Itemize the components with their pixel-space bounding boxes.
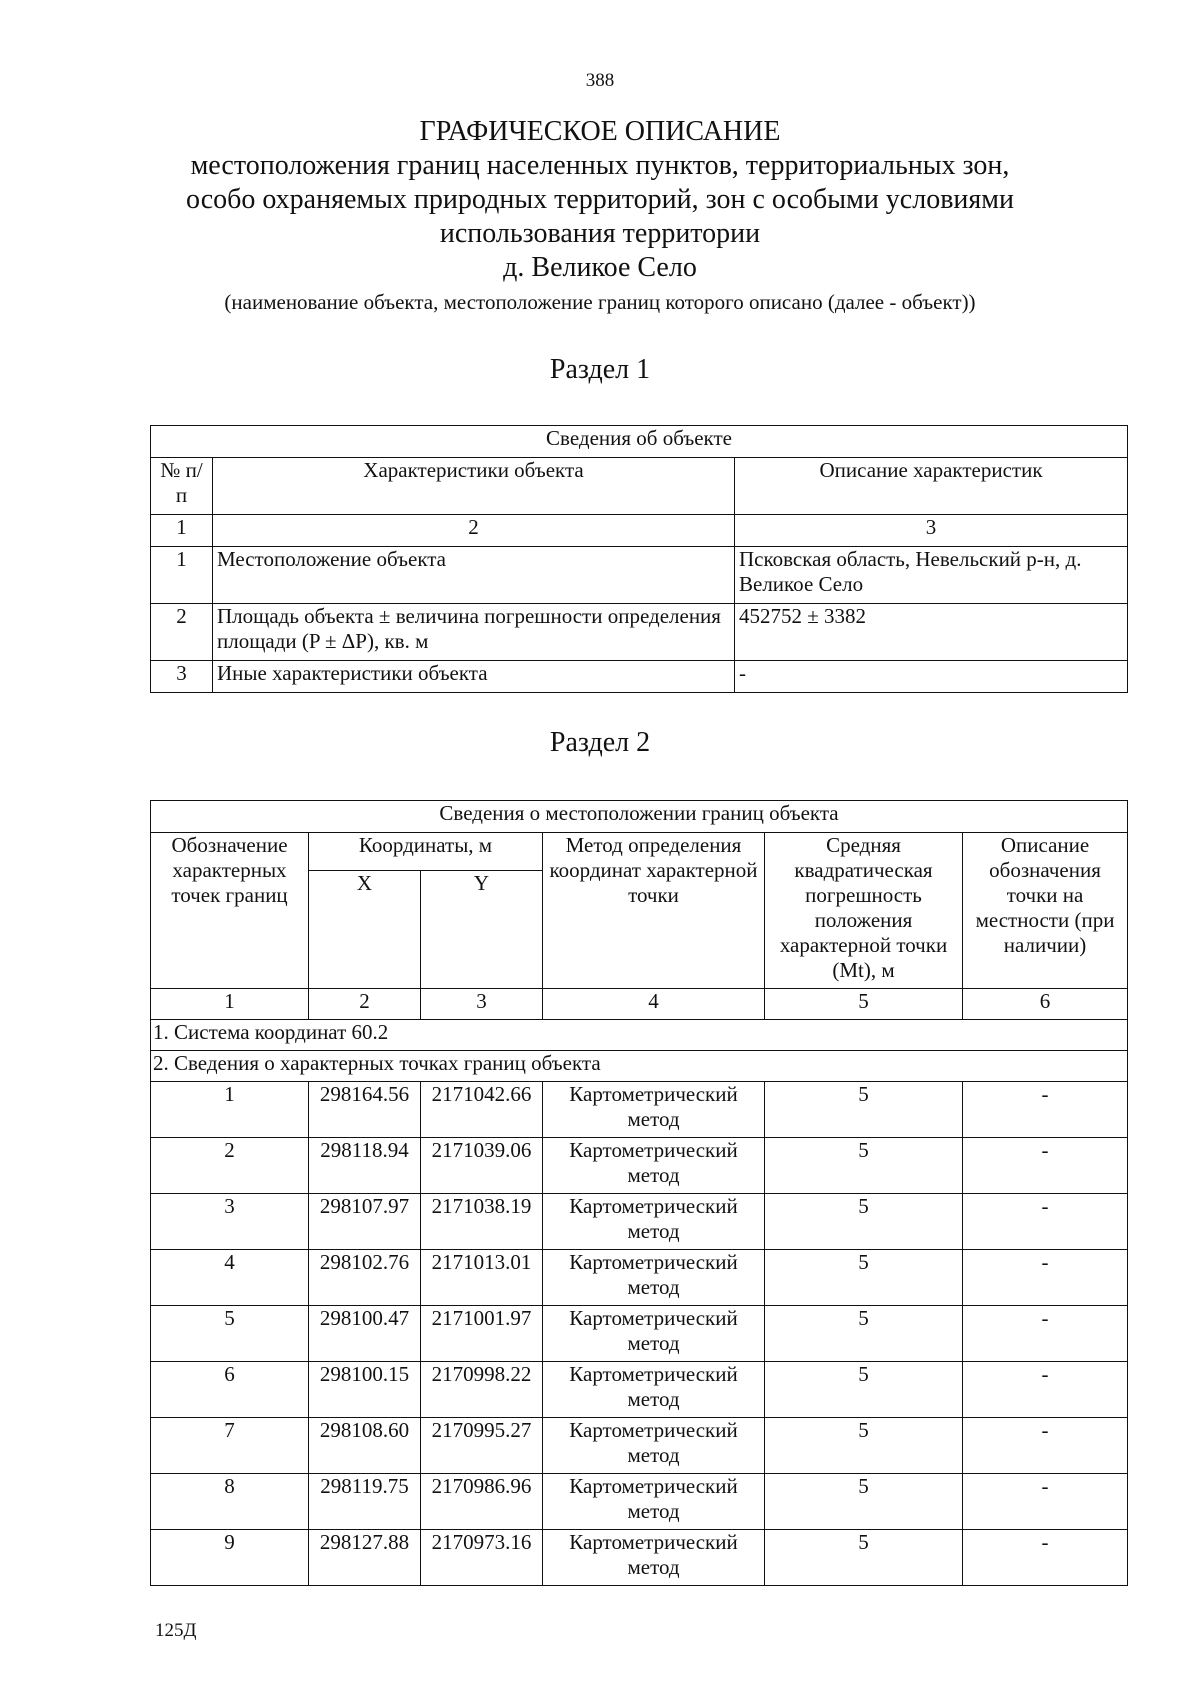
point-x: 298108.60 <box>309 1418 421 1474</box>
row-value: Псковская область, Невельский р-н, д. Великое Село <box>735 547 1128 604</box>
header-coords: Координаты, м <box>309 833 543 871</box>
section2-heading: Раздел 2 <box>549 727 651 758</box>
point-error: 5 <box>765 1250 963 1306</box>
col-number: 5 <box>765 989 963 1020</box>
coordinate-system-row: 1. Система координат 60.2 <box>151 1020 1128 1051</box>
row-name: Площадь объекта ± величина погрешности определения площади (P ± ΔP), кв. м <box>213 604 735 661</box>
table-row <box>151 1194 1128 1250</box>
col-number: 3 <box>421 989 543 1020</box>
header-point: Обозначение характерных точек границ <box>151 833 309 989</box>
point-error: 5 <box>765 1194 963 1250</box>
col-number: 2 <box>213 515 735 547</box>
point-error: 5 <box>765 1082 963 1138</box>
table-row <box>151 1418 1128 1474</box>
point-x: 298164.56 <box>309 1082 421 1138</box>
point-description: - <box>963 1474 1128 1530</box>
col-number: 3 <box>735 515 1128 547</box>
point-number: 9 <box>151 1530 309 1586</box>
row-name: Иные характеристики объекта <box>213 661 735 693</box>
header-characteristic: Характеристики объекта <box>213 458 735 515</box>
table-row <box>151 661 1128 693</box>
point-number: 1 <box>151 1082 309 1138</box>
point-number: 8 <box>151 1474 309 1530</box>
document-title <box>0 115 1200 317</box>
table-caption: Сведения о местоположении границ объекта <box>151 801 1128 833</box>
point-description: - <box>963 1530 1128 1586</box>
object-info-table <box>150 425 1128 693</box>
header-description: Описание обозначения точки на местности (при наличии) <box>963 833 1128 989</box>
table-row <box>151 547 1128 604</box>
point-number: 3 <box>151 1194 309 1250</box>
row-name: Местоположение объекта <box>213 547 735 604</box>
point-x: 298119.75 <box>309 1474 421 1530</box>
point-description: - <box>963 1418 1128 1474</box>
point-error: 5 <box>765 1418 963 1474</box>
point-y: 2170998.22 <box>421 1362 543 1418</box>
table-row <box>151 1306 1128 1362</box>
point-method: Картометрический метод <box>543 1138 765 1194</box>
point-method: Картометрический метод <box>543 1250 765 1306</box>
header-x: X <box>309 871 421 989</box>
point-y: 2171042.66 <box>421 1082 543 1138</box>
object-note: (наименование объекта, местоположение границ которого описано (далее - объект)) <box>224 290 976 314</box>
point-description: - <box>963 1362 1128 1418</box>
point-method: Картометрический метод <box>543 1418 765 1474</box>
point-y: 2171001.97 <box>421 1306 543 1362</box>
footer-code: 125Д <box>155 1620 197 1641</box>
point-x: 298127.88 <box>309 1530 421 1586</box>
header-number: № п/п <box>151 458 213 515</box>
table-row <box>151 1362 1128 1418</box>
point-x: 298102.76 <box>309 1250 421 1306</box>
point-y: 2171013.01 <box>421 1250 543 1306</box>
point-y: 2171039.06 <box>421 1138 543 1194</box>
table-row <box>151 1474 1128 1530</box>
point-x: 298100.47 <box>309 1306 421 1362</box>
point-method: Картометрический метод <box>543 1194 765 1250</box>
point-number: 4 <box>151 1250 309 1306</box>
point-method: Картометрический метод <box>543 1082 765 1138</box>
point-number: 5 <box>151 1306 309 1362</box>
table-caption: Сведения об объекте <box>151 426 1128 458</box>
col-number: 6 <box>963 989 1128 1020</box>
boundary-points-table <box>150 800 1128 1586</box>
row-value: 452752 ± 3382 <box>735 604 1128 661</box>
point-description: - <box>963 1250 1128 1306</box>
row-value: - <box>735 661 1128 693</box>
point-method: Картометрический метод <box>543 1306 765 1362</box>
title-line: использования территории <box>439 218 761 249</box>
point-y: 2170973.16 <box>421 1530 543 1586</box>
table-row <box>151 1250 1128 1306</box>
col-number: 1 <box>151 515 213 547</box>
section1-heading: Раздел 1 <box>549 354 651 385</box>
point-x: 298118.94 <box>309 1138 421 1194</box>
point-error: 5 <box>765 1362 963 1418</box>
row-number: 2 <box>151 604 213 661</box>
point-number: 2 <box>151 1138 309 1194</box>
point-y: 2170986.96 <box>421 1474 543 1530</box>
point-description: - <box>963 1306 1128 1362</box>
row-number: 3 <box>151 661 213 693</box>
point-x: 298107.97 <box>309 1194 421 1250</box>
point-x: 298100.15 <box>309 1362 421 1418</box>
points-section-row: 2. Сведения о характерных точках границ объекта <box>151 1051 1128 1082</box>
point-description: - <box>963 1138 1128 1194</box>
point-description: - <box>963 1194 1128 1250</box>
point-description: - <box>963 1082 1128 1138</box>
point-method: Картометрический метод <box>543 1530 765 1586</box>
object-name: д. Великое Село <box>503 252 697 283</box>
col-number: 1 <box>151 989 309 1020</box>
point-method: Картометрический метод <box>543 1362 765 1418</box>
point-error: 5 <box>765 1138 963 1194</box>
point-y: 2171038.19 <box>421 1194 543 1250</box>
point-error: 5 <box>765 1474 963 1530</box>
title-line: особо охраняемых природных территорий, зон с особыми условиями <box>186 184 1014 215</box>
title-line: местоположения границ населенных пунктов, территориальных зон, <box>190 150 1010 181</box>
point-number: 7 <box>151 1418 309 1474</box>
point-error: 5 <box>765 1306 963 1362</box>
row-number: 1 <box>151 547 213 604</box>
header-y: Y <box>421 871 543 989</box>
point-y: 2170995.27 <box>421 1418 543 1474</box>
col-number: 2 <box>309 989 421 1020</box>
header-description: Описание характеристик <box>735 458 1128 515</box>
page-number: 388 <box>585 70 615 91</box>
title-main: ГРАФИЧЕСКОЕ ОПИСАНИЕ <box>419 116 781 147</box>
point-number: 6 <box>151 1362 309 1418</box>
header-method: Метод определения координат характерной точки <box>543 833 765 989</box>
table-row <box>151 1530 1128 1586</box>
header-error: Средняя квадратическая погрешность положения характерной точки (Mt), м <box>765 833 963 989</box>
table-row <box>151 604 1128 661</box>
col-number: 4 <box>543 989 765 1020</box>
table-row <box>151 1138 1128 1194</box>
table-row <box>151 1082 1128 1138</box>
point-error: 5 <box>765 1530 963 1586</box>
point-method: Картометрический метод <box>543 1474 765 1530</box>
